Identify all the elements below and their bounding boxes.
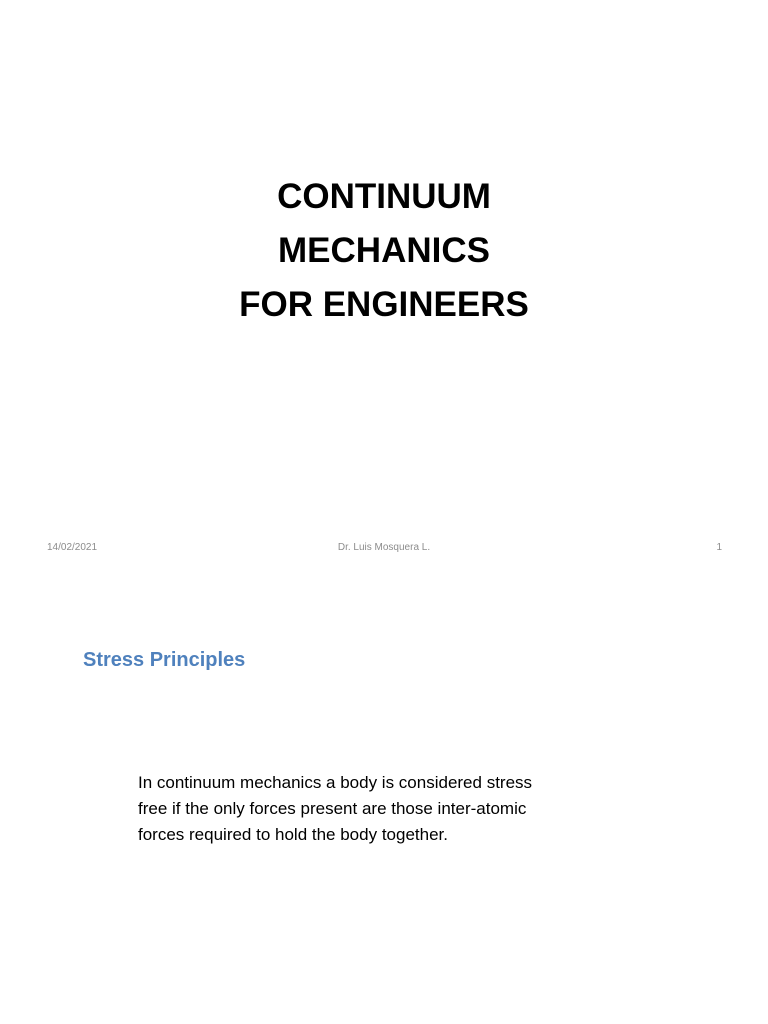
title-line: FOR ENGINEERS (239, 285, 529, 324)
footer-page-number: 1 (716, 542, 722, 553)
title-line: CONTINUUM (277, 177, 491, 216)
section-heading: Stress Principles (83, 649, 246, 671)
title-line: MECHANICS (278, 231, 490, 270)
body-paragraph (138, 770, 638, 848)
footer-date: 14/02/2021 (47, 542, 98, 553)
footer-author: Dr. Luis Mosquera L. (337, 542, 431, 553)
body-line: In continuum mechanics a body is considered stress (138, 773, 533, 792)
slide-title (0, 170, 768, 332)
body-line: forces required to hold the body together. (138, 825, 448, 844)
body-line: free if the only forces present are those inter-atomic (138, 799, 527, 818)
